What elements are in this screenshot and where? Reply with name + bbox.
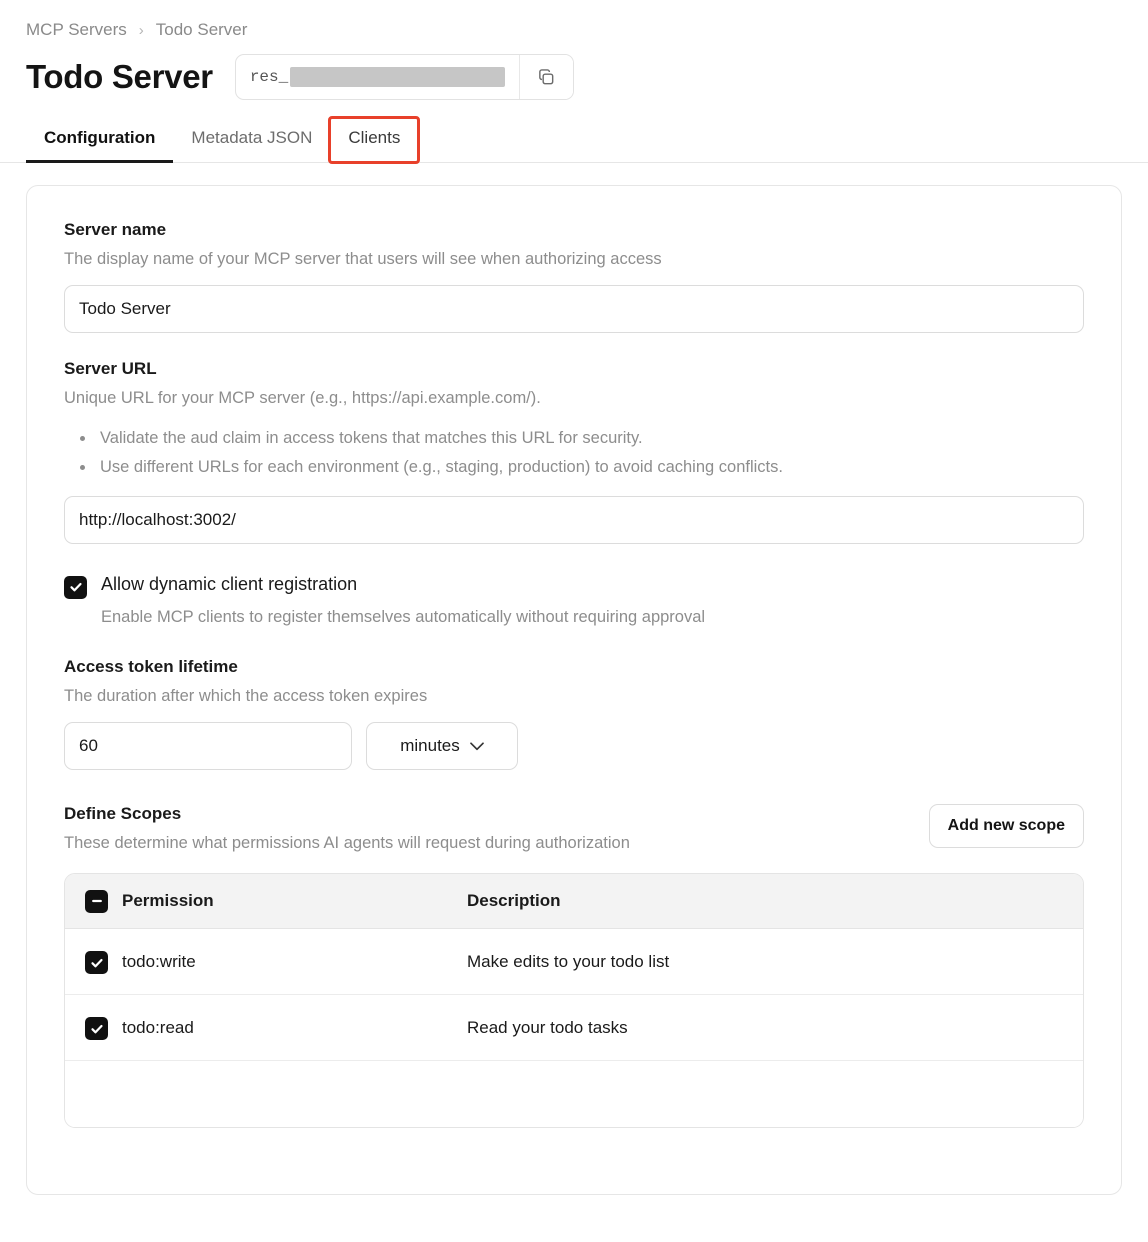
tab-metadata-json[interactable] — [173, 118, 330, 162]
token-lifetime-label: Access token lifetime — [64, 656, 238, 676]
breadcrumb-separator-icon: › — [138, 21, 144, 39]
breadcrumb-parent-link[interactable]: MCP Servers — [26, 20, 127, 39]
server-url-help: Unique URL for your MCP server (e.g., https://api.example.com/). — [64, 388, 541, 407]
token-lifetime-field — [64, 657, 1084, 770]
table-row[interactable] — [65, 929, 1083, 995]
server-url-label: Server URL — [64, 358, 157, 378]
dynamic-registration-label: Allow dynamic client registration — [101, 573, 358, 594]
scope-row-checkbox[interactable] — [85, 1017, 108, 1040]
server-name-help: The display name of your MCP server that users will see when authorizing access — [64, 250, 662, 268]
token-lifetime-input[interactable] — [64, 722, 352, 770]
tab-clients-label: Clients — [348, 128, 401, 147]
tab-configuration-label: Configuration — [44, 128, 156, 147]
tab-bar — [0, 118, 1148, 163]
tab-clients[interactable] — [330, 118, 418, 162]
copy-icon[interactable] — [519, 54, 573, 100]
scope-permission-cell — [85, 949, 467, 974]
server-url-bullet: • Validate the aud claim in access tokens that matches this URL for security. — [96, 424, 1084, 453]
dynamic-registration-checkbox[interactable] — [64, 576, 87, 599]
scope-description-label: Make edits to your todo list — [467, 951, 670, 971]
resource-id-text: res_ — [249, 68, 289, 86]
resource-id-redacted-bar — [290, 67, 505, 87]
page-title: Todo Server — [26, 58, 213, 95]
scope-permission-label: todo:write — [122, 951, 196, 971]
resource-id-chip — [235, 54, 574, 100]
table-row[interactable] — [65, 1061, 1083, 1127]
scopes-header-permission-label: Permission — [122, 891, 214, 911]
token-lifetime-unit-value: minutes — [400, 735, 460, 755]
dynamic-registration-sub: Enable MCP clients to register themselves automatically without requiring approval — [101, 607, 706, 626]
server-url-bullet: • Use different URLs for each environment (e.g., staging, production) to avoid caching conflicts. — [96, 453, 1084, 482]
scope-permission-cell — [85, 1015, 467, 1040]
token-lifetime-controls — [64, 722, 1084, 770]
tab-configuration[interactable] — [26, 118, 173, 162]
scopes-help: These determine what permissions AI agents will request during authorization — [64, 833, 630, 852]
chevron-down-icon — [470, 736, 484, 756]
server-url-input[interactable] — [64, 496, 1084, 544]
server-url-field — [64, 359, 1084, 544]
server-name-input[interactable] — [64, 285, 1084, 333]
server-name-label: Server name — [64, 220, 167, 239]
token-lifetime-help: The duration after which the access token expires — [64, 686, 428, 705]
tab-metadata-json-label: Metadata JSON — [191, 128, 313, 147]
page-header — [0, 40, 1148, 100]
scopes-header-permission — [85, 890, 467, 913]
add-new-scope-button[interactable]: Add new scope — [929, 804, 1084, 848]
server-name-field — [64, 220, 1084, 333]
breadcrumb — [0, 0, 1148, 40]
server-url-bullets — [64, 424, 1084, 482]
scopes-header — [64, 804, 1084, 856]
token-lifetime-unit-select[interactable] — [366, 722, 518, 770]
select-all-checkbox[interactable] — [85, 890, 108, 913]
scope-description-label: Read your todo tasks — [467, 1017, 628, 1037]
scope-permission-label: todo:read — [122, 1017, 194, 1037]
scopes-header-description-label: Description — [467, 891, 561, 911]
dynamic-registration-row[interactable] — [64, 574, 1084, 599]
scopes-table — [64, 873, 1084, 1128]
scope-row-checkbox[interactable] — [85, 951, 108, 974]
configuration-panel — [26, 185, 1122, 1195]
table-row[interactable] — [65, 995, 1083, 1061]
scopes-label: Define Scopes — [64, 803, 182, 823]
scopes-table-header — [65, 874, 1083, 929]
breadcrumb-current: Todo Server — [155, 20, 248, 39]
